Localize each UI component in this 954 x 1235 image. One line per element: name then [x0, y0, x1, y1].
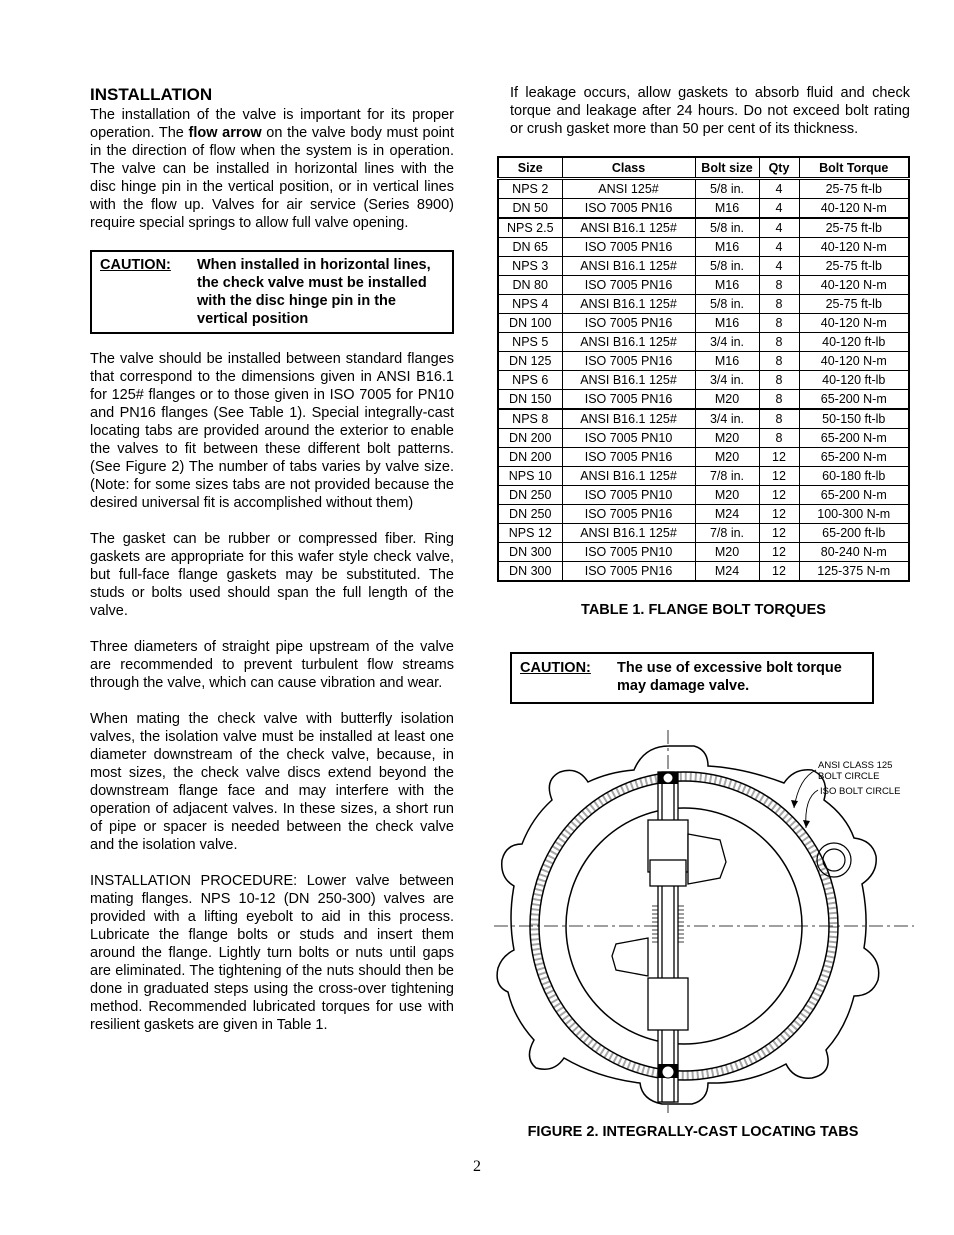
table-cell: NPS 2.5 — [498, 218, 562, 238]
valve-body-outline — [497, 746, 879, 1104]
caution-text: When installed in horizontal lines, the check valve must be installed with the disc hinge pin in the vertical position — [197, 257, 431, 327]
table-cell: 40-120 ft-lb — [799, 371, 909, 390]
paragraph-gasket: The gasket can be rubber or compressed fiber. Ring gaskets are appropriate for this wafer style check valve, but full-face flange gaskets may be substituted. The studs or bolts used should span the full length of the valve. — [90, 531, 454, 619]
table-cell: 3/4 in. — [695, 333, 759, 352]
table-row — [498, 218, 909, 238]
table-cell: M20 — [695, 448, 759, 467]
paragraph-procedure: INSTALLATION PROCEDURE: Lower valve between mating flanges. NPS 10-12 (DN 250-300) valves are provided with a lifting eyebolt to aid in this process. Lubricate the flange bolts or studs and insert them around the flange. Lightly turn bolts or nuts until gaps are eliminated. The tightening of the nuts should then be done in graduated steps using the cross-over tightening method. Recommended lubricated torques for use with resilient gaskets are given in Table 1. — [90, 873, 454, 1033]
lower-disc-hub — [648, 978, 688, 1030]
table-cell: 4 — [759, 257, 799, 276]
header-qty: Qty — [759, 157, 799, 179]
caution-label: CAUTION: — [100, 257, 171, 273]
table-cell: 5/8 in. — [695, 295, 759, 314]
table-cell: 25-75 ft-lb — [799, 218, 909, 238]
table-row — [498, 467, 909, 486]
table-cell: ISO 7005 PN16 — [562, 562, 695, 582]
table-cell: NPS 6 — [498, 371, 562, 390]
table-cell: M20 — [695, 390, 759, 410]
caution-box-torque — [510, 652, 874, 704]
p1-bold: flow arrow — [188, 125, 262, 141]
ansi-arrowhead — [791, 800, 798, 808]
paragraph-straight-pipe: Three diameters of straight pipe upstream of the valve are recommended to prevent turbulent flow streams through the valve, which can cause vibration and wear. — [90, 639, 454, 691]
table-cell: M20 — [695, 543, 759, 562]
table-cell: ANSI B16.1 125# — [562, 257, 695, 276]
table-cell: ANSI B16.1 125# — [562, 467, 695, 486]
table-cell: M20 — [695, 486, 759, 505]
table-cell: NPS 3 — [498, 257, 562, 276]
paragraph-flanges: The valve should be installed between standard flanges that correspond to the dimensions given in ANSI B16.1 for 125# flanges or to those given in ISO 7005 for PN10 and PN16 flanges (See Table 1). Special integrally-cast locating tabs are provided around the exterior to enable the valves to fit between these different bolt patterns. (See Figure 2) The number of tabs varies by valve size. (Note: for some sizes tabs are not provided because the desired universal fit is accomplished without them) — [90, 351, 454, 511]
table-cell: M16 — [695, 199, 759, 219]
lower-bearing-ring — [662, 1066, 674, 1078]
table-cell: ISO 7005 PN10 — [562, 486, 695, 505]
table-row — [498, 448, 909, 467]
table-cell: 8 — [759, 314, 799, 333]
table-row — [498, 352, 909, 371]
valve-drawing — [494, 728, 914, 1113]
header-class: Class — [562, 157, 695, 179]
table-cell: ISO 7005 PN16 — [562, 448, 695, 467]
table-cell: DN 65 — [498, 238, 562, 257]
table-cell: ISO 7005 PN16 — [562, 314, 695, 333]
table-cell: ANSI B16.1 125# — [562, 333, 695, 352]
table-cell: ANSI B16.1 125# — [562, 524, 695, 543]
table-cell: M20 — [695, 429, 759, 448]
ansi-label-line1: ANSI CLASS 125 — [818, 760, 893, 771]
stop-block — [650, 860, 686, 886]
iso-arrowhead — [803, 820, 810, 828]
table-cell: 65-200 N-m — [799, 429, 909, 448]
valve-figure — [494, 728, 914, 1113]
table-cell: 65-200 N-m — [799, 448, 909, 467]
table-cell: 8 — [759, 333, 799, 352]
table-cell: DN 125 — [498, 352, 562, 371]
ansi-label-line2: BOLT CIRCLE — [818, 771, 880, 782]
table-cell: DN 250 — [498, 505, 562, 524]
table-cell: 8 — [759, 390, 799, 410]
paragraph-leakage: If leakage occurs, allow gaskets to absorb fluid and check torque and leakage after 24 hours. Do not exceed bolt rating or crush gasket more than 50 per cent of its thickness. — [510, 85, 910, 137]
table-cell: 12 — [759, 505, 799, 524]
iso-label: ISO BOLT CIRCLE — [820, 786, 901, 797]
table-cell: ISO 7005 PN16 — [562, 276, 695, 295]
table-cell: ANSI B16.1 125# — [562, 295, 695, 314]
table-cell: 7/8 in. — [695, 467, 759, 486]
table-cell: ANSI 125# — [562, 179, 695, 199]
table-cell: 60-180 ft-lb — [799, 467, 909, 486]
table-cell: NPS 4 — [498, 295, 562, 314]
table-cell: ISO 7005 PN16 — [562, 390, 695, 410]
table-row — [498, 486, 909, 505]
table-row — [498, 314, 909, 333]
table-cell: ISO 7005 PN16 — [562, 199, 695, 219]
table-cell: 40-120 N-m — [799, 238, 909, 257]
table-cell: DN 200 — [498, 448, 562, 467]
table-cell: 65-200 N-m — [799, 390, 909, 410]
table-cell: 25-75 ft-lb — [799, 295, 909, 314]
table-cell: 8 — [759, 371, 799, 390]
table-cell: 7/8 in. — [695, 524, 759, 543]
table-cell: 8 — [759, 295, 799, 314]
table-cell: DN 300 — [498, 562, 562, 582]
table-row — [498, 390, 909, 410]
table-cell: ISO 7005 PN10 — [562, 429, 695, 448]
table-cell: 100-300 N-m — [799, 505, 909, 524]
locating-tab-circle — [817, 843, 851, 877]
table-cell: DN 100 — [498, 314, 562, 333]
table-header-row — [498, 157, 909, 179]
table-cell: M16 — [695, 238, 759, 257]
table-cell: 5/8 in. — [695, 257, 759, 276]
table-cell: 4 — [759, 179, 799, 199]
section-heading: INSTALLATION — [90, 85, 213, 104]
table-row — [498, 505, 909, 524]
table-row — [498, 257, 909, 276]
table-cell: DN 200 — [498, 429, 562, 448]
right-column — [497, 84, 910, 618]
table-cell: 50-150 ft-lb — [799, 409, 909, 429]
table-row — [498, 409, 909, 429]
table-cell: M24 — [695, 562, 759, 582]
caution-text: The use of excessive bolt torque may damage valve. — [617, 660, 842, 694]
table-cell: 8 — [759, 409, 799, 429]
table-cell: M24 — [695, 505, 759, 524]
table-cell: ISO 7005 PN16 — [562, 352, 695, 371]
table-cell: 4 — [759, 218, 799, 238]
table-cell: ANSI B16.1 125# — [562, 409, 695, 429]
table-cell: NPS 2 — [498, 179, 562, 199]
table-cell: ISO 7005 PN16 — [562, 238, 695, 257]
page-number: 2 — [473, 1158, 481, 1175]
table-cell: 8 — [759, 276, 799, 295]
table-row — [498, 238, 909, 257]
table-cell: 12 — [759, 562, 799, 582]
table-cell: 5/8 in. — [695, 179, 759, 199]
table-cell: 3/4 in. — [695, 409, 759, 429]
table-cell: 25-75 ft-lb — [799, 257, 909, 276]
table-cell: NPS 8 — [498, 409, 562, 429]
table-row — [498, 199, 909, 219]
paragraph-flow-arrow — [90, 106, 454, 232]
table-cell: 40-120 ft-lb — [799, 333, 909, 352]
table-cell: DN 50 — [498, 199, 562, 219]
upper-disc — [688, 834, 726, 884]
table-cell: 8 — [759, 429, 799, 448]
table-row — [498, 429, 909, 448]
table-cell: DN 80 — [498, 276, 562, 295]
locating-tab-inner — [823, 849, 845, 871]
ansi-leader — [794, 770, 816, 808]
table-cell: 4 — [759, 238, 799, 257]
header-size: Size — [498, 157, 562, 179]
table-row — [498, 371, 909, 390]
left-column — [90, 84, 454, 1034]
table-cell: 40-120 N-m — [799, 314, 909, 333]
table-row — [498, 333, 909, 352]
table-cell: M16 — [695, 276, 759, 295]
header-bolt-size: Bolt size — [695, 157, 759, 179]
figure-caption: FIGURE 2. INTEGRALLY-CAST LOCATING TABS — [527, 1124, 859, 1140]
table-cell: ISO 7005 PN10 — [562, 543, 695, 562]
table-cell: DN 150 — [498, 390, 562, 410]
caution-box-hinge — [90, 250, 454, 334]
table-row — [498, 562, 909, 582]
table-cell: 3/4 in. — [695, 371, 759, 390]
table-cell: 65-200 N-m — [799, 486, 909, 505]
table-cell: 5/8 in. — [695, 218, 759, 238]
table-cell: 8 — [759, 352, 799, 371]
table-cell: 40-120 N-m — [799, 276, 909, 295]
table-cell: 12 — [759, 448, 799, 467]
p1-text-a: The installation of the valve is important for its proper operation. The — [90, 107, 454, 141]
table-row — [498, 179, 909, 199]
table-cell: M16 — [695, 352, 759, 371]
table-cell: NPS 12 — [498, 524, 562, 543]
p1-text-b: on the valve body must point in the direction of flow when the system is in operation. The valve can be installed in horizontal lines with the disc hinge pin in the vertical position, or in vertical lines with the flow up. Valves for air service (Series 8900) require special springs to allow full valve opening. — [90, 125, 454, 231]
table-cell: NPS 10 — [498, 467, 562, 486]
table-cell: M16 — [695, 314, 759, 333]
table-row — [498, 524, 909, 543]
table-cell: 40-120 N-m — [799, 352, 909, 371]
table-cell: 12 — [759, 543, 799, 562]
table-cell: ANSI B16.1 125# — [562, 218, 695, 238]
table-caption: TABLE 1. FLANGE BOLT TORQUES — [581, 602, 826, 618]
table-cell: 4 — [759, 199, 799, 219]
table-cell: ANSI B16.1 125# — [562, 371, 695, 390]
table-cell: ISO 7005 PN16 — [562, 505, 695, 524]
upper-bearing-ring — [663, 773, 673, 783]
table-cell: 12 — [759, 486, 799, 505]
header-bolt-torque: Bolt Torque — [799, 157, 909, 179]
table-cell: 12 — [759, 524, 799, 543]
paragraph-butterfly: When mating the check valve with butterfly isolation valves, the isolation valve must be installed at least one diameter downstream of the check valve, because, in most sizes, the check valve discs extend beyond the downstream flange face and may interfere with the operation of adjacent valves. In these sizes, a short run of pipe or spacer is needed between the check valve and the isolation valve. — [90, 711, 454, 853]
table-cell: 40-120 N-m — [799, 199, 909, 219]
table-cell: DN 250 — [498, 486, 562, 505]
table-row — [498, 543, 909, 562]
table-cell: 80-240 N-m — [799, 543, 909, 562]
table-cell: 65-200 ft-lb — [799, 524, 909, 543]
table-cell: DN 300 — [498, 543, 562, 562]
table-cell: NPS 5 — [498, 333, 562, 352]
caution-label: CAUTION: — [520, 660, 591, 676]
table-cell: 25-75 ft-lb — [799, 179, 909, 199]
flange-bolt-torque-table — [497, 156, 910, 582]
lower-disc — [612, 938, 648, 976]
table-cell: 12 — [759, 467, 799, 486]
table-cell: 125-375 N-m — [799, 562, 909, 582]
table-row — [498, 295, 909, 314]
table-row — [498, 276, 909, 295]
